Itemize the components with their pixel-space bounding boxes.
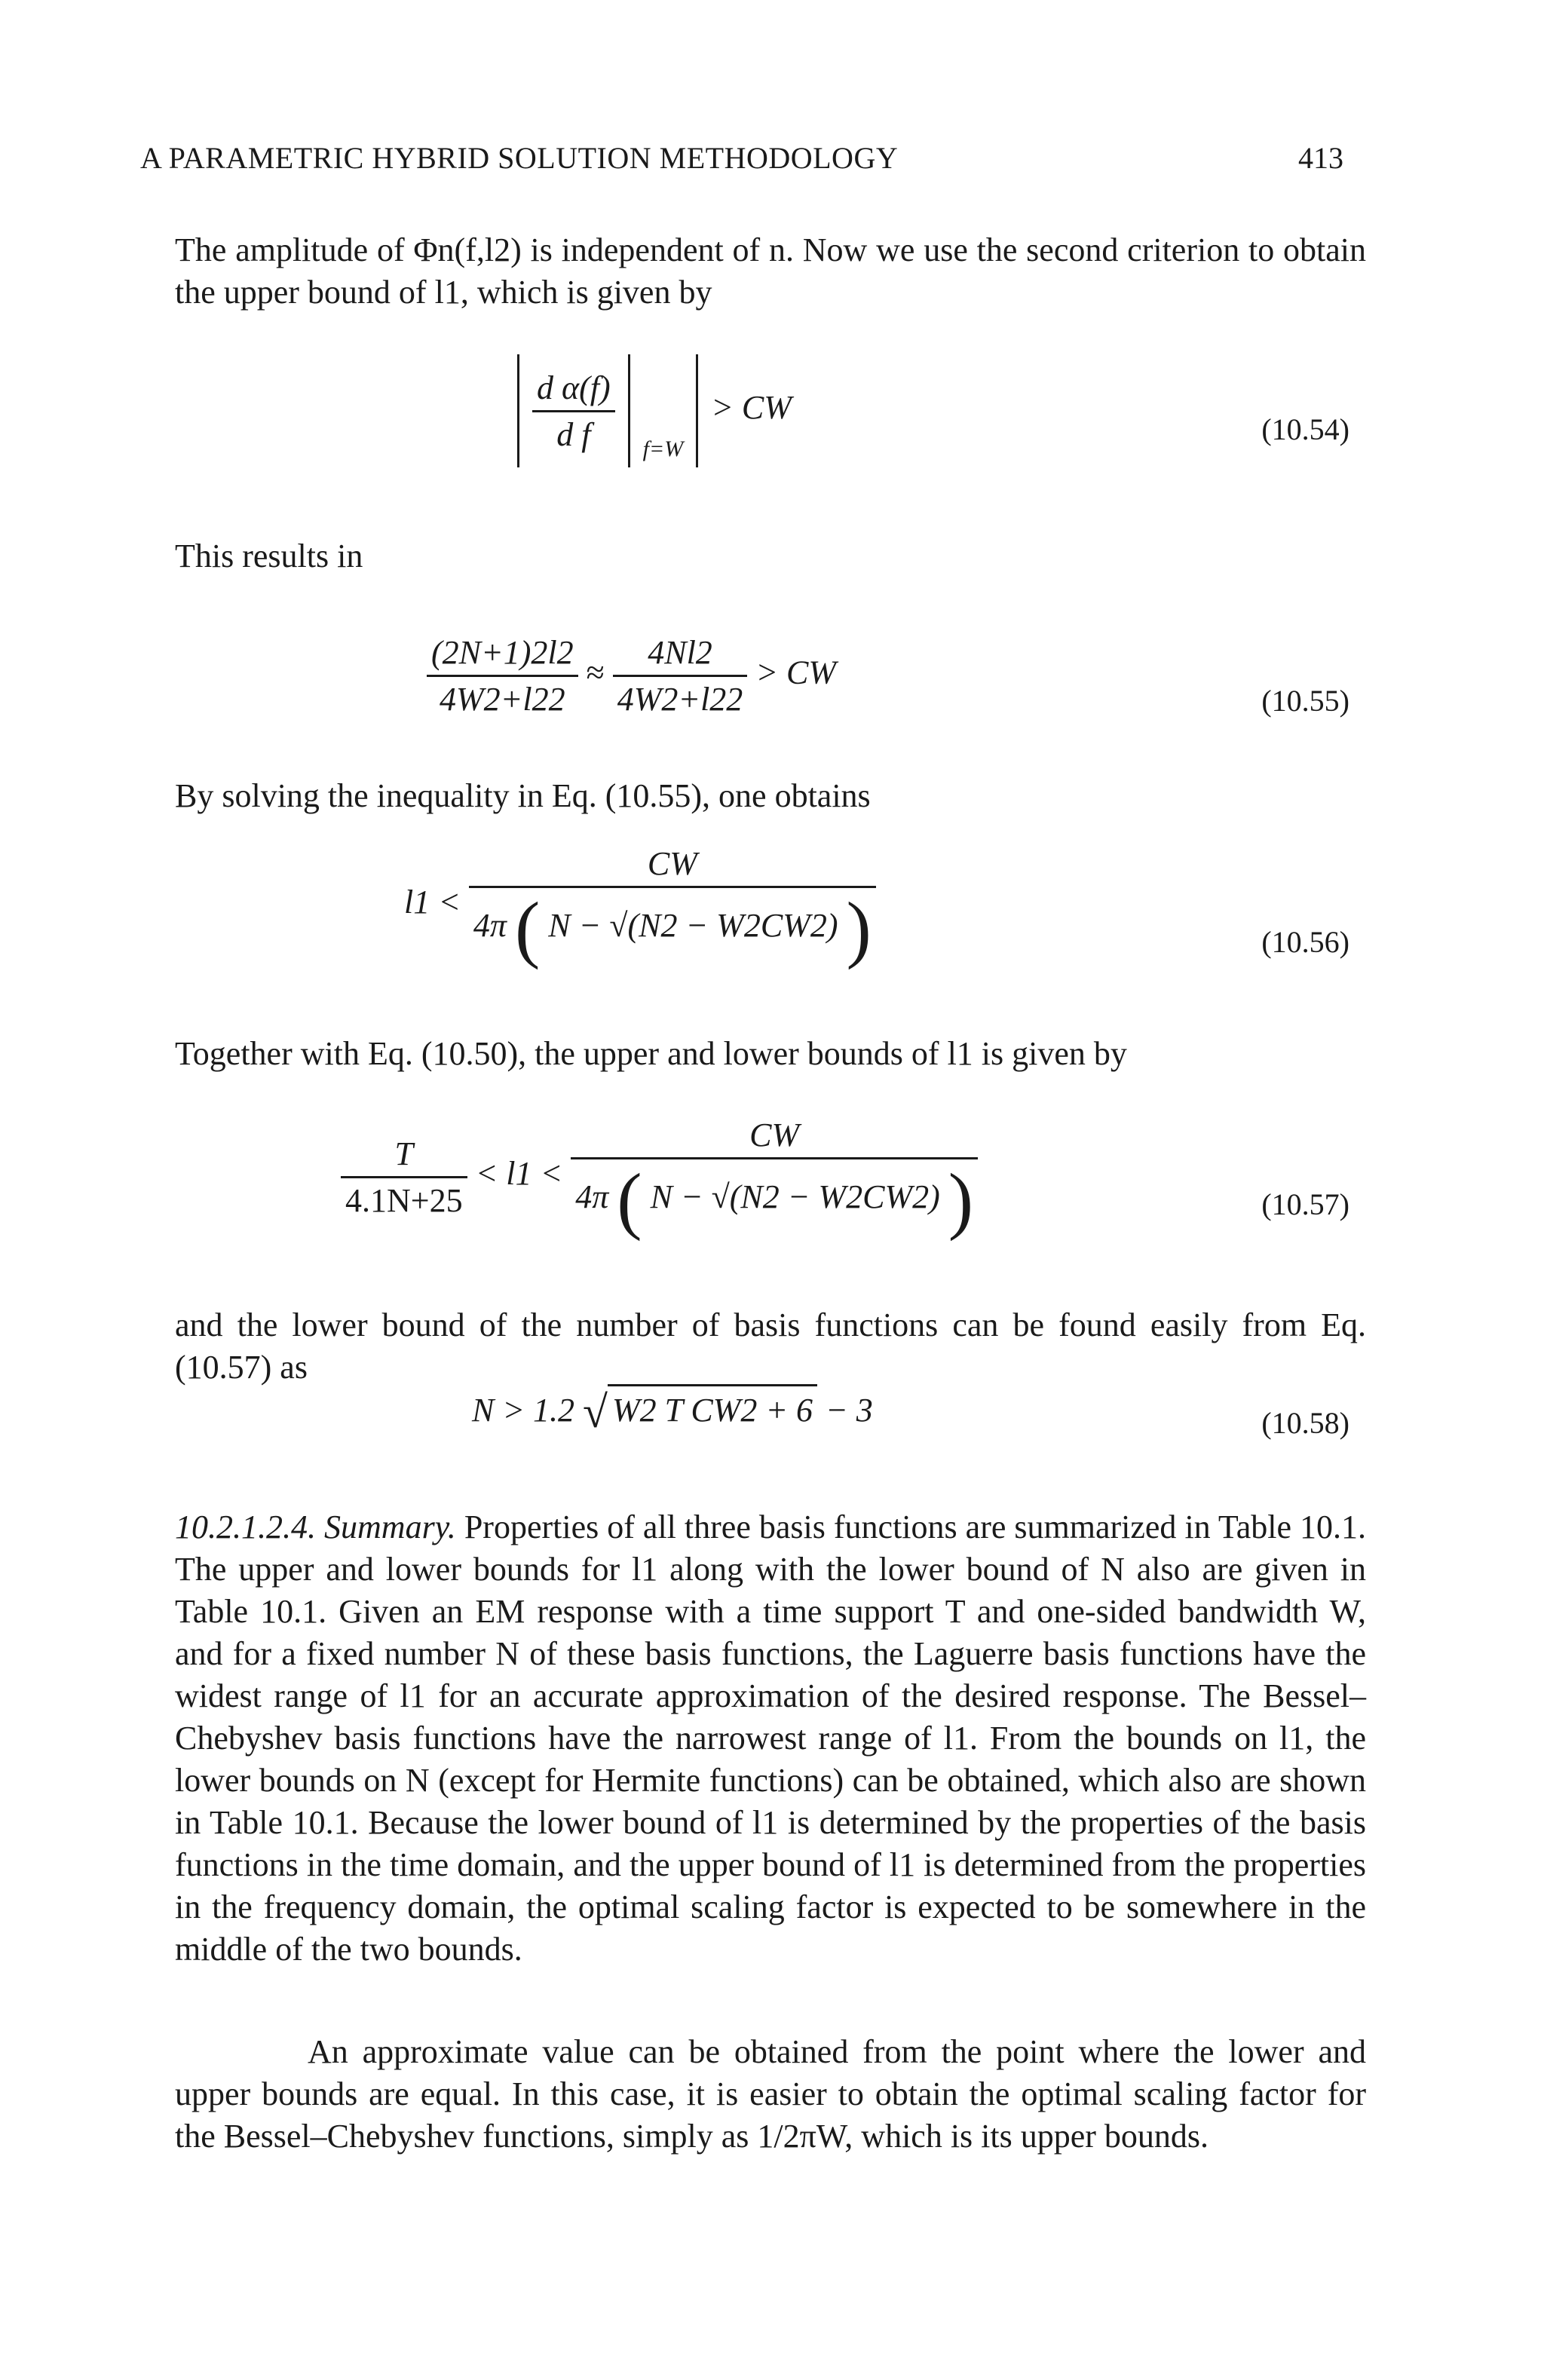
equation-10-57 <box>341 1116 978 1242</box>
radicand: W2 T CW2 + 6 <box>608 1384 817 1429</box>
paragraph-summary <box>175 1506 1366 1971</box>
denominator-prefix: 4π <box>473 907 507 945</box>
fraction-denominator: 4W2+l22 <box>440 681 565 718</box>
denominator-prefix: 4π <box>575 1178 609 1216</box>
paragraph-text: An approximate value can be obtained from the point where the lower and upper bounds are equal. In this case, it is easier to obtain the optimal scaling factor for the Bessel–Chebyshev functions, simply as 1/2πW, which is its upper bounds. <box>175 2033 1366 2155</box>
upper-bound-fraction <box>571 1116 978 1242</box>
derivative-fraction <box>532 369 615 454</box>
fraction-numerator: (2N+1)2l2 <box>427 633 578 677</box>
fraction-numerator: d α(f) <box>532 369 615 412</box>
left-paren: ( <box>617 1158 642 1242</box>
equation-tail: − 3 <box>826 1392 873 1429</box>
equation-number: (10.54) <box>1261 412 1349 446</box>
section-heading: 10.2.1.2.4. Summary. <box>175 1509 456 1545</box>
first-fraction <box>427 633 578 718</box>
fraction-denominator: 4.1N+25 <box>345 1181 463 1219</box>
running-header: A PARAMETRIC HYBRID SOLUTION METHODOLOGY <box>140 141 899 175</box>
fraction-denominator: 4W2+l22 <box>617 681 743 718</box>
eval-point: f=W <box>642 436 684 462</box>
inequality-middle: < l1 < <box>475 1155 563 1193</box>
approx-sign: ≈ <box>586 654 605 691</box>
eval-bar <box>628 354 630 467</box>
right-paren: ) <box>846 887 872 970</box>
fraction-numerator: 4Nl2 <box>613 633 748 677</box>
paragraph-amplitude <box>175 229 1366 314</box>
abs-bar-right <box>696 354 698 467</box>
fraction-numerator: CW <box>571 1116 978 1159</box>
equation-10-58 <box>472 1384 873 1438</box>
paragraph-text: By solving the inequality in Eq. (10.55), one obtains <box>175 777 871 814</box>
paragraph-together <box>175 1033 1366 1075</box>
equation-number: (10.58) <box>1261 1406 1349 1440</box>
inequality-lhs: l1 < <box>404 884 461 921</box>
paragraph-text: The amplitude of Φn(f,l2) is independent of n. Now we use the second criterion to obtain the upper bound of l1, which is given by <box>175 231 1366 311</box>
abs-bar-left <box>517 354 519 467</box>
inequality-lhs: N > 1.2 <box>472 1392 575 1429</box>
paragraph-text: and the lower bound of the number of basis functions can be found easily from Eq. (10.57) as <box>175 1306 1366 1386</box>
denominator-inner: N − √(N2 − W2CW2) <box>548 907 838 945</box>
fraction-denominator <box>571 1158 978 1242</box>
page-number: 413 <box>1298 141 1343 175</box>
second-fraction <box>613 633 748 718</box>
fraction-numerator: CW <box>469 844 876 888</box>
equation-number: (10.55) <box>1261 684 1349 718</box>
fraction-numerator: T <box>341 1135 467 1178</box>
bound-fraction <box>469 844 876 970</box>
equation-10-54 <box>513 354 792 467</box>
paragraph-text: Properties of all three basis functions are summarized in Table 10.1. The upper and lower bounds for l1 along with the lower bound of N also are given in Table 10.1. Given an EM response with a time support T and one-sided bandwidth W, and for a fixed number N of these basis functions, the Laguerre basis functions have the widest range of l1 for an accurate approximation of the desired response. The Bessel–Chebyshev basis functions have the narrowest range of l1. From the bounds on l1, the lower bounds on N (except for Hermite functions) can be obtained, which also are shown in Table 10.1. Because the lower bound of l1 is determined by the properties of the basis functions in the time domain, and the upper bound of l1 is determined from the properties in the frequency domain, the optimal scaling factor is expected to be somewhere in the middle of the two bounds. <box>175 1509 1367 1968</box>
paragraph-solving <box>175 775 1366 817</box>
inequality-rhs: > CW <box>755 654 837 691</box>
fraction-denominator <box>469 887 876 970</box>
equation-number: (10.56) <box>1261 925 1349 959</box>
denominator-inner: N − √(N2 − W2CW2) <box>650 1178 940 1216</box>
left-paren: ( <box>514 887 541 970</box>
right-paren: ) <box>948 1158 974 1242</box>
paragraph-lower-bound <box>175 1304 1366 1389</box>
inequality-rhs: > CW <box>711 389 792 427</box>
equation-10-56 <box>404 844 876 970</box>
fraction-denominator: d f <box>556 415 591 453</box>
paragraph-results <box>175 535 1366 577</box>
paragraph-text: This results in <box>175 538 363 574</box>
paragraph-text: Together with Eq. (10.50), the upper and lower bounds of l1 is given by <box>175 1035 1127 1072</box>
lower-bound-fraction <box>341 1135 467 1220</box>
equation-number: (10.57) <box>1261 1187 1349 1221</box>
sqrt-sign: √ <box>583 1387 608 1437</box>
paragraph-approximate <box>175 2031 1366 2158</box>
equation-10-55 <box>427 633 836 718</box>
